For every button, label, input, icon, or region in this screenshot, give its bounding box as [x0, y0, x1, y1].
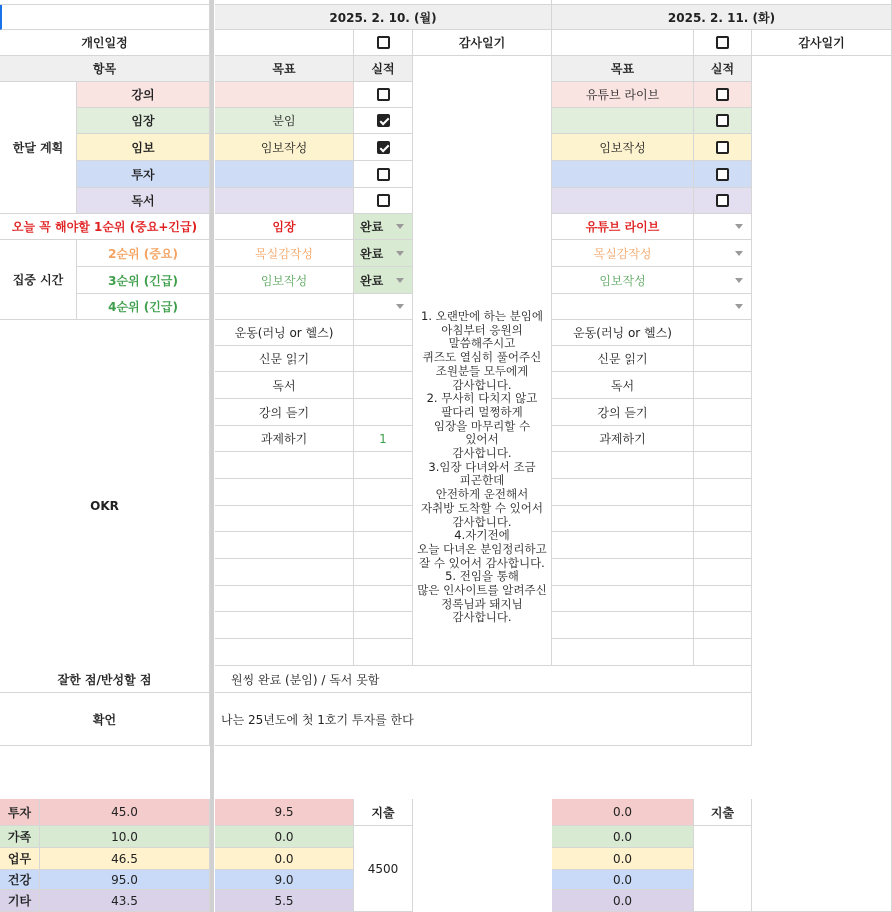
budget-category: 업무 — [0, 848, 40, 870]
budget-day1[interactable]: 0.0 — [215, 826, 354, 848]
expense-label-day2: 지출 — [694, 799, 752, 826]
okr-goal-day2[interactable] — [552, 639, 694, 666]
okr-goal-day1[interactable] — [215, 586, 354, 612]
okr-value-day1[interactable] — [354, 372, 413, 399]
status-value: 완료 — [360, 273, 384, 288]
plan-check-day2[interactable] — [694, 108, 752, 134]
plan-checkbox[interactable] — [716, 141, 729, 154]
dropdown-caret-icon[interactable] — [735, 304, 743, 309]
date-day1: 2025. 2. 10. (월) — [215, 5, 552, 30]
plan-goal-day2[interactable] — [552, 188, 694, 214]
okr-goal-day2[interactable] — [552, 452, 694, 479]
plan-check-day1[interactable] — [354, 82, 413, 108]
plan-checkbox[interactable] — [377, 114, 390, 127]
okr-goal-day1[interactable] — [215, 532, 354, 559]
okr-goal-day2[interactable]: 운동(러닝 or 헬스) — [552, 320, 694, 346]
plan-goal-day2[interactable]: 임보작성 — [552, 134, 694, 161]
plan-goal-day1[interactable] — [215, 161, 354, 188]
plan-category: 투자 — [77, 161, 210, 188]
okr-value-day2[interactable] — [694, 586, 752, 612]
okr-value-day1[interactable] — [354, 452, 413, 479]
personal-checkbox[interactable] — [716, 36, 729, 49]
okr-goal-day2[interactable]: 독서 — [552, 372, 694, 399]
okr-value-day2[interactable] — [694, 372, 752, 399]
budget-total: 46.5 — [40, 848, 210, 870]
expense-label-day1: 지출 — [354, 799, 413, 826]
budget-day1[interactable]: 9.0 — [215, 870, 354, 890]
okr-goal-day1[interactable]: 과제하기 — [215, 426, 354, 452]
okr-goal-day1[interactable] — [215, 639, 354, 666]
okr-goal-day2[interactable] — [552, 559, 694, 586]
priority-status-day2[interactable] — [694, 240, 752, 267]
okr-value-day1[interactable] — [354, 346, 413, 372]
plan-check-day2[interactable] — [694, 161, 752, 188]
plan-category: 독서 — [77, 188, 210, 214]
okr-value-day2[interactable] — [694, 346, 752, 372]
personal-check-day1[interactable] — [354, 30, 413, 56]
dropdown-caret-icon[interactable] — [396, 304, 404, 309]
gratitude-entry-day2[interactable] — [752, 56, 892, 912]
okr-value-day1[interactable] — [354, 586, 413, 612]
okr-value-day1[interactable] — [354, 532, 413, 559]
plan-checkbox[interactable] — [377, 194, 390, 207]
okr-goal-day1[interactable]: 강의 듣기 — [215, 399, 354, 426]
priority-goal-day1[interactable]: 목실감작성 — [215, 240, 354, 267]
personal-checkbox[interactable] — [377, 36, 390, 49]
priority-status-day2[interactable] — [694, 294, 752, 320]
okr-goal-day1[interactable] — [215, 612, 354, 639]
gratitude-header-day1: 감사일기 — [413, 30, 552, 56]
plan-checkbox[interactable] — [377, 88, 390, 101]
plan-checkbox[interactable] — [716, 168, 729, 181]
priority-label: 4순위 (긴급) — [77, 294, 210, 320]
okr-goal-day1[interactable] — [215, 559, 354, 586]
plan-goal-day1[interactable]: 분임 — [215, 108, 354, 134]
okr-goal-day2[interactable] — [552, 612, 694, 639]
focus-time-label: 집중 시간 — [0, 240, 77, 320]
priority-goal-day1[interactable]: 임보작성 — [215, 267, 354, 294]
plan-check-day1[interactable] — [354, 134, 413, 161]
okr-value-day2[interactable] — [694, 399, 752, 426]
expense-value-day2[interactable] — [694, 826, 752, 912]
personal-schedule-day1 — [215, 30, 354, 56]
budget-total: 43.5 — [40, 890, 210, 912]
okr-goal-day2[interactable]: 과제하기 — [552, 426, 694, 452]
okr-goal-day2[interactable]: 신문 읽기 — [552, 346, 694, 372]
priority-goal-day2[interactable]: 임보작성 — [552, 267, 694, 294]
okr-goal-day2[interactable] — [552, 506, 694, 532]
reflection-label: 잘한 점/반성할 점 — [0, 666, 210, 693]
plan-checkbox[interactable] — [377, 141, 390, 154]
priority-1-status-day1[interactable] — [354, 214, 413, 240]
status-value: 완료 — [360, 220, 384, 234]
plan-goal-day1[interactable]: 임보작성 — [215, 134, 354, 161]
budget-category: 가족 — [0, 826, 40, 848]
budget-total: 95.0 — [40, 870, 210, 890]
result-header-day1: 실적 — [354, 56, 413, 82]
priority-goal-day2[interactable]: 목실감작성 — [552, 240, 694, 267]
plan-check-day2[interactable] — [694, 134, 752, 161]
budget-day1[interactable]: 9.5 — [215, 799, 354, 826]
okr-value-day2[interactable] — [694, 479, 752, 506]
priority-label: 2순위 (중요) — [77, 240, 210, 267]
priority-status-day1[interactable] — [354, 294, 413, 320]
budget-day2[interactable]: 0.0 — [552, 848, 694, 870]
expense-value-day1[interactable]: 4500 — [354, 826, 413, 912]
budget-category: 투자 — [0, 799, 40, 826]
plan-category: 임보 — [77, 134, 210, 161]
personal-schedule-day2 — [552, 30, 694, 56]
priority-status-day1[interactable] — [354, 240, 413, 267]
plan-goal-day1[interactable] — [215, 188, 354, 214]
item-header: 항목 — [0, 56, 210, 82]
personal-check-day2[interactable] — [694, 30, 752, 56]
plan-goal-day2[interactable] — [552, 108, 694, 134]
goal-header-day2: 목표 — [552, 56, 694, 82]
okr-value-day1[interactable] — [354, 639, 413, 666]
budget-category: 기타 — [0, 890, 40, 912]
priority-1-goal-day1[interactable]: 임장 — [215, 214, 354, 240]
monthly-plan-label: 한달 계획 — [0, 82, 77, 214]
okr-value-day1[interactable] — [354, 559, 413, 586]
dropdown-caret-icon[interactable] — [396, 278, 404, 283]
priority-status-day2[interactable] — [694, 267, 752, 294]
okr-goal-day1[interactable] — [215, 479, 354, 506]
plan-checkbox[interactable] — [716, 194, 729, 207]
priority-1-status-day2[interactable] — [694, 214, 752, 240]
okr-goal-day2[interactable] — [552, 586, 694, 612]
plan-check-day2[interactable] — [694, 188, 752, 214]
dropdown-caret-icon[interactable] — [735, 224, 743, 229]
goal-header-day1: 목표 — [215, 56, 354, 82]
okr-value-day1[interactable]: 1 — [354, 426, 413, 452]
budget-day1[interactable]: 5.5 — [215, 890, 354, 912]
priority-status-day1[interactable] — [354, 267, 413, 294]
affirmation-value-day1[interactable]: 나는 25년도에 첫 1호기 투자를 한다 — [215, 693, 752, 746]
reflection-value-day1[interactable]: 원씽 완료 (분임) / 독서 못함 — [215, 666, 752, 693]
budget-day1[interactable]: 0.0 — [215, 848, 354, 870]
okr-value-day1[interactable] — [354, 506, 413, 532]
dropdown-caret-icon[interactable] — [396, 251, 404, 256]
okr-goal-day2[interactable]: 강의 듣기 — [552, 399, 694, 426]
result-header-day2: 실적 — [694, 56, 752, 82]
budget-total: 10.0 — [40, 826, 210, 848]
plan-check-day2[interactable] — [694, 82, 752, 108]
plan-checkbox[interactable] — [716, 114, 729, 127]
budget-day2[interactable]: 0.0 — [552, 799, 694, 826]
okr-goal-day1[interactable] — [215, 452, 354, 479]
budget-day2[interactable]: 0.0 — [552, 870, 694, 890]
okr-goal-day2[interactable] — [552, 532, 694, 559]
row-header-a1 — [0, 5, 210, 30]
date-day2: 2025. 2. 11. (화) — [552, 5, 892, 30]
budget-day2[interactable]: 0.0 — [552, 826, 694, 848]
budget-category: 건강 — [0, 870, 40, 890]
okr-value-day1[interactable] — [354, 479, 413, 506]
priority-label: 3순위 (긴급) — [77, 267, 210, 294]
gratitude-entry-day1[interactable]: 1. 오랜만에 하는 분임에 아침부터 응원의 말씀해주시고 퀴즈도 열심히 풀어주신 조원분들 모두에게 감사합니다. 2. 무사히 다치지 않고 팔다리 멀쩡하게 임장을 마무리할 수 있어서 감사합니다. 3.임장 다녀와서 조금 피곤한데 안전하게 운전해서 자취방 도착할 수 있어서 감사합니다. 4.자기전에 오늘 다녀온 분임정리하고 잘 수 있어서 감사합니다. 5. 전임을 통해 많은 인사이트를 알려주신 정록님과 돼지님 감사합니다. — [413, 56, 552, 666]
plan-check-day1[interactable] — [354, 188, 413, 214]
okr-value-day2[interactable] — [694, 320, 752, 346]
priority-1-label: 오늘 꼭 해야할 1순위 (중요+긴급) — [0, 214, 210, 240]
gratitude-header-day2: 감사일기 — [752, 30, 892, 56]
plan-category: 강의 — [77, 82, 210, 108]
budget-total: 45.0 — [40, 799, 210, 826]
frozen-column-divider[interactable] — [210, 0, 214, 912]
dropdown-caret-icon[interactable] — [735, 251, 743, 256]
personal-schedule-label: 개인일정 — [0, 30, 210, 56]
dropdown-caret-icon[interactable] — [396, 224, 404, 229]
plan-check-day1[interactable] — [354, 161, 413, 188]
okr-value-day2[interactable] — [694, 639, 752, 666]
plan-checkbox[interactable] — [716, 88, 729, 101]
okr-value-day2[interactable] — [694, 452, 752, 479]
okr-goal-day2[interactable] — [552, 479, 694, 506]
okr-goal-day1[interactable]: 운동(러닝 or 헬스) — [215, 320, 354, 346]
dropdown-caret-icon[interactable] — [735, 278, 743, 283]
okr-value-day2[interactable] — [694, 506, 752, 532]
plan-goal-day1[interactable] — [215, 82, 354, 108]
okr-value-day1[interactable] — [354, 612, 413, 639]
plan-goal-day2[interactable] — [552, 161, 694, 188]
plan-category: 임장 — [77, 108, 210, 134]
budget-day2[interactable]: 0.0 — [552, 890, 694, 912]
priority-goal-day1[interactable] — [215, 294, 354, 320]
plan-goal-day2[interactable]: 유튜브 라이브 — [552, 82, 694, 108]
status-value: 완료 — [360, 246, 384, 261]
plan-check-day1[interactable] — [354, 108, 413, 134]
affirmation-label: 확언 — [0, 693, 210, 746]
okr-goal-day1[interactable]: 독서 — [215, 372, 354, 399]
priority-1-goal-day2[interactable]: 유튜브 라이브 — [552, 214, 694, 240]
okr-value-day1[interactable] — [354, 399, 413, 426]
okr-goal-day1[interactable]: 신문 읽기 — [215, 346, 354, 372]
okr-goal-day1[interactable] — [215, 506, 354, 532]
okr-value-day2[interactable] — [694, 532, 752, 559]
okr-label: OKR — [0, 320, 210, 693]
okr-value-day2[interactable] — [694, 426, 752, 452]
okr-value-day2[interactable] — [694, 559, 752, 586]
okr-value-day2[interactable] — [694, 612, 752, 639]
priority-goal-day2[interactable] — [552, 294, 694, 320]
plan-checkbox[interactable] — [377, 168, 390, 181]
okr-value-day1[interactable] — [354, 320, 413, 346]
